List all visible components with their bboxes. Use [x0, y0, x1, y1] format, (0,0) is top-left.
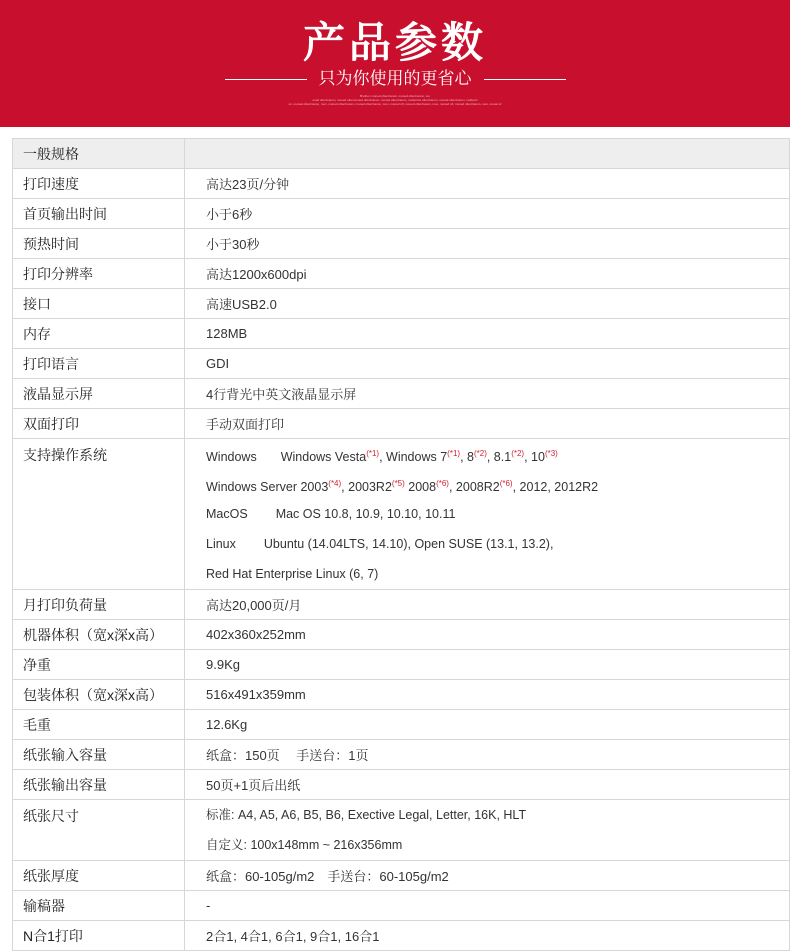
table-row	[13, 199, 790, 229]
os-version: Mac OS 10.8, 10.9, 10.10, 10.11	[275, 507, 456, 521]
os-version: 2008	[404, 480, 437, 495]
banner-title: 产品参数	[302, 19, 487, 66]
table-row	[13, 289, 790, 319]
spec-label: 打印分辨率	[13, 259, 185, 289]
os-version: , 2008R2	[448, 480, 500, 495]
os-version: , Windows 7	[379, 450, 448, 465]
spec-label: 毛重	[13, 710, 185, 740]
banner-subtitle-row	[0, 68, 790, 90]
table-row	[13, 921, 790, 951]
spec-label: 纸张尺寸	[13, 800, 185, 861]
spec-label: 液晶显示屏	[13, 379, 185, 409]
footnote-mark: (*4)	[328, 479, 342, 488]
os-version: , 10	[524, 450, 545, 465]
spec-label: 一般规格	[13, 139, 185, 169]
spec-label: 双面打印	[13, 409, 185, 439]
fine-print-line: oned oftenCanon, moned oftenmoned oftenCanon, moned oftenCanon, moftenCa oftenCanon, moned oftenCanon, moftenC	[312, 98, 478, 102]
spec-value: 小于30秒	[185, 229, 790, 259]
table-row	[13, 229, 790, 259]
spec-label: 接口	[13, 289, 185, 319]
fine-print-line: on, moned oftenCanon, mon, moned oftenCanon, moned oftenCanon, mon, moned oft, moned oftenCanon, mon, moned oft, moned oftenCanon, mon, monet of	[288, 102, 502, 106]
os-family: Linux	[206, 537, 236, 551]
spec-label: 内存	[13, 319, 185, 349]
spec-label: N合1打印	[13, 921, 185, 951]
os-version: , 8	[460, 450, 474, 465]
table-row-os	[13, 439, 790, 590]
os-line-server	[206, 469, 779, 499]
footnote-mark: (*2)	[511, 449, 525, 458]
spec-label: 输稿器	[13, 891, 185, 921]
footnote-mark: (*5)	[391, 479, 405, 488]
footnote-mark: (*3)	[544, 449, 558, 458]
spec-table	[12, 138, 790, 951]
table-row-paper-size	[13, 800, 790, 861]
os-version: , 2012, 2012R2	[512, 480, 599, 495]
spec-value: 纸盒：150页 手送台：1页	[185, 740, 790, 770]
os-version: , 2003R2	[341, 480, 392, 495]
spec-value: 高达20,000页/月	[185, 590, 790, 620]
spec-label: 月打印负荷量	[13, 590, 185, 620]
table-row	[13, 861, 790, 891]
spec-label: 纸张厚度	[13, 861, 185, 891]
os-version: Windows Vesta	[280, 450, 367, 465]
table-row	[13, 319, 790, 349]
spec-label: 打印速度	[13, 169, 185, 199]
spec-value: 高达1200x600dpi	[185, 259, 790, 289]
spec-label: 净重	[13, 650, 185, 680]
os-version: Red Hat Enterprise Linux (6, 7)	[206, 567, 379, 581]
spec-label: 支持操作系统	[13, 439, 185, 590]
header-banner	[0, 0, 790, 127]
footnote-mark: (*6)	[436, 479, 449, 488]
spec-value: 516x491x359mm	[185, 680, 790, 710]
spec-value: 4行背光中英文液晶显示屏	[185, 379, 790, 409]
spec-value: 纸盒：60-105g/m2 手送台：60-105g/m2	[185, 861, 790, 891]
spec-value: 高达23页/分钟	[185, 169, 790, 199]
table-row	[13, 891, 790, 921]
spec-value: 50页+1页后出纸	[185, 770, 790, 800]
os-line-redhat	[206, 559, 779, 589]
os-line-windows	[206, 439, 779, 469]
spec-value: 小于6秒	[185, 199, 790, 229]
table-row	[13, 169, 790, 199]
table-row	[13, 590, 790, 620]
banner-subtitle: 只为你使用的更省心	[318, 69, 472, 88]
table-row	[13, 379, 790, 409]
paper-size-custom: 自定义: 100x148mm ~ 216x356mm	[206, 838, 403, 852]
spec-label: 打印语言	[13, 349, 185, 379]
footnote-mark: (*2)	[473, 449, 487, 458]
right-divider-line	[484, 79, 566, 80]
spec-label: 纸张输出容量	[13, 770, 185, 800]
os-family: Windows	[206, 450, 257, 465]
table-row	[13, 650, 790, 680]
spec-value: 手动双面打印	[185, 409, 790, 439]
spec-label: 机器体积（宽x深x高）	[13, 620, 185, 650]
paper-size-standard: 标准: A4, A5, A6, B5, B6, Exective Legal, Letter, 16K, HLT	[206, 808, 527, 822]
left-divider-line	[225, 79, 307, 80]
spec-value: 402x360x252mm	[185, 620, 790, 650]
spec-value: 2合1, 4合1, 6合1, 9合1, 16合1	[185, 921, 790, 951]
os-version: , 8.1	[486, 450, 512, 465]
spec-value-os	[185, 439, 790, 590]
table-row	[13, 770, 790, 800]
table-row	[13, 349, 790, 379]
table-row	[13, 259, 790, 289]
os-family: MacOS	[206, 507, 248, 521]
banner-fine-print	[240, 94, 550, 106]
os-version: Ubuntu (14.04LTS, 14.10), Open SUSE (13.1, 13.2),	[263, 537, 554, 551]
spec-label: 首页输出时间	[13, 199, 185, 229]
footnote-mark: (*1)	[447, 449, 461, 458]
fine-print-line: Brother, moned oftenCanon, moned oftenCanon, mo	[360, 94, 430, 98]
table-row	[13, 740, 790, 770]
spec-value: GDI	[185, 349, 790, 379]
spec-value: 高速USB2.0	[185, 289, 790, 319]
spec-value-paper-size	[185, 800, 790, 861]
spec-value: 128MB	[185, 319, 790, 349]
spec-label: 包装体积（宽x深x高）	[13, 680, 185, 710]
footnote-mark: (*6)	[499, 479, 513, 488]
spec-label: 纸张输入容量	[13, 740, 185, 770]
spec-value	[185, 139, 790, 169]
os-line-linux	[206, 529, 779, 559]
table-row-general	[13, 139, 790, 169]
footnote-mark: (*1)	[366, 449, 380, 458]
table-row	[13, 409, 790, 439]
spec-value: 9.9Kg	[185, 650, 790, 680]
os-version: Windows Server 2003	[206, 480, 329, 495]
table-row	[13, 620, 790, 650]
spec-value: 12.6Kg	[185, 710, 790, 740]
spec-label: 预热时间	[13, 229, 185, 259]
spec-value: -	[185, 891, 790, 921]
table-row	[13, 680, 790, 710]
os-line-mac	[206, 499, 779, 529]
table-row	[13, 710, 790, 740]
